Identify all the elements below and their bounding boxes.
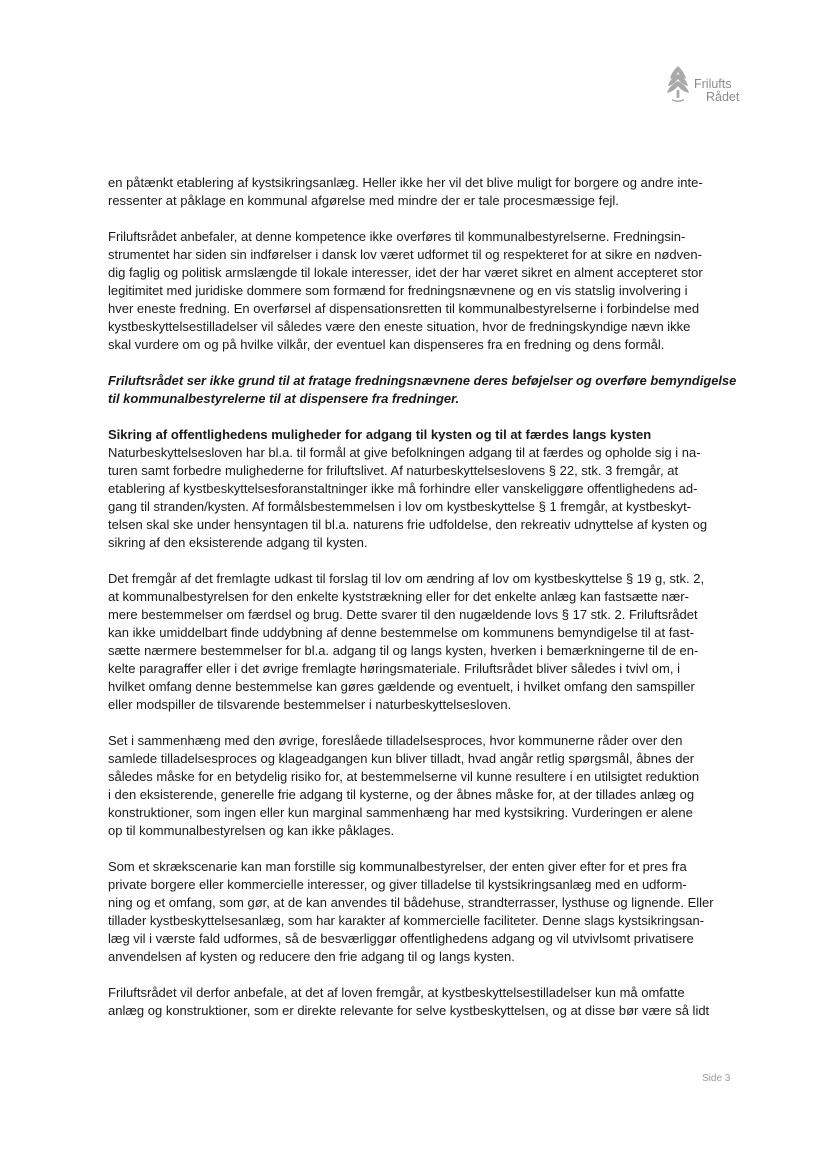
text-line: kelte paragraffer eller i det øvrige fremlagte høringsmateriale. Friluftsrådet bliver således i tvivl om, i — [108, 661, 680, 676]
text-line: sætte nærmere bestemmelser for bl.a. adgang til og langs kysten, hverken i bemærkningerne til de en- — [108, 643, 699, 658]
paragraph-3-emphasis — [108, 372, 736, 408]
text-line: ressenter at påklage en kommunal afgørelse med mindre der er tale procesmæssige fejl. — [108, 193, 619, 208]
text-line: eller modspiller de tilsvarende bestemmelser i naturbeskyttelsesloven. — [108, 697, 512, 712]
paragraph-7 — [108, 858, 736, 966]
text-line: i den eksisterende, generelle frie adgang til kysterne, og der åbnes måske for, at der tillades anlæg og — [108, 787, 695, 802]
text-line: private borgere eller kommercielle interesser, og giver tilladelse til kystsikringsanlæg med en udform- — [108, 877, 687, 892]
text-line: ning og et omfang, som gør, at de kan anvendes til bådehuse, strandterrasser, lysthuse og lignende. Eller — [108, 895, 714, 910]
text-line: således måske for en betydelig risiko for, at bestemmelserne vil kunne resultere i en utilsigtet reduktion — [108, 769, 700, 784]
text-line: til kommunalbestyrelerne til at dispensere fra fredninger. — [108, 391, 460, 406]
text-line: Det fremgår af det fremlagte udkast til forslag til lov om ændring af lov om kystbeskyttelse § 19 g, stk. 2, — [108, 571, 705, 586]
text-line: tillader kystbeskyttelsesanlæg, som har karakter af kommercielle faciliteter. Denne slags kystsikringsan- — [108, 913, 705, 928]
text-line: anvendelsen af kysten og reducere den frie adgang til og langs kysten. — [108, 949, 515, 964]
page-number: Side 3 — [702, 1073, 731, 1084]
friluftsraadet-logo — [664, 64, 764, 108]
leaf-icon — [664, 64, 692, 104]
text-line: op til kommunalbestyrelsen og kan ikke påklages. — [108, 823, 395, 838]
text-line: Friluftsrådet anbefaler, at denne kompetence ikke overføres til kommunalbestyrelserne. Fredningsin- — [108, 229, 686, 244]
body-text — [108, 174, 736, 1020]
paragraph-4 — [108, 426, 736, 552]
text-line: hvilket omfang denne bestemmelse kan gøres gældende og eventuelt, i hvilket omfang den samspiller — [108, 679, 695, 694]
text-line: Naturbeskyttelsesloven har bl.a. til formål at give befolkningen adgang til at færdes og opholde sig i na- — [108, 445, 701, 460]
text-line: strumentet har siden sin indførelser i dansk lov været udformet til og respekteret for at sikre en nødven- — [108, 247, 702, 262]
paragraph-2 — [108, 228, 736, 354]
text-line: etablering af kystbeskyttelsesforanstaltninger ikke må forhindre eller vanskeliggøre offentlighedens ad- — [108, 481, 698, 496]
text-line: Som et skrækscenarie kan man forstille sig kommunalbestyrelser, der enten giver efter for et pres fra — [108, 859, 687, 874]
paragraph-8 — [108, 984, 736, 1020]
text-line: konstruktioner, som ingen eller kun marginal sammenhæng har med kystsikring. Vurderingen er alene — [108, 805, 693, 820]
text-line: læg vil i værste fald udformes, så de besværliggør offentlighedens adgang og vil utvivlsomt privatisere — [108, 931, 694, 946]
text-line: kystbeskyttelsestilladelser vil således være den eneste situation, hvor de fredningskyndige nævn ikke — [108, 319, 691, 334]
text-line: en påtænkt etablering af kystsikringsanlæg. Heller ikke her vil det blive muligt for borgere og andre inte- — [108, 175, 703, 190]
text-line: at kommunalbestyrelsen for den enkelte kyststrækning eller for det enkelte anlæg kan fastsætte nær- — [108, 589, 689, 604]
text-line: Friluftsrådet vil derfor anbefale, at det af loven fremgår, at kystbeskyttelsestilladelser kun må omfatte — [108, 985, 685, 1000]
text-line: Set i sammenhæng med den øvrige, foreslåede tilladelsesproces, hvor kommunerne råder over den — [108, 733, 683, 748]
section-heading: Sikring af offentlighedens muligheder for adgang til kysten og til at færdes langs kysten — [108, 427, 652, 442]
text-line: legitimitet med juridiske dommere som formænd for fredningsnævnene og en vis statslig involvering i — [108, 283, 688, 298]
text-line: hver eneste fredning. En overførsel af dispensationsretten til kommunalbestyrelserne i forbindelse med — [108, 301, 700, 316]
text-line: dig faglig og politisk armslængde til lokale interesser, idet der har været sikret en alment accepteret stor — [108, 265, 703, 280]
text-line: gang til stranden/kysten. Af formålsbestemmelsen i lov om kystbeskyttelse § 1 fremgår, at kystbeskyt- — [108, 499, 692, 514]
text-line: anlæg og konstruktioner, som er direkte relevante for selve kystbeskyttelsen, og at disse bør være så lidt — [108, 1003, 710, 1018]
paragraph-5 — [108, 570, 736, 714]
text-line: turen samt forbedre mulighederne for friluftslivet. Af naturbeskyttelseslovens § 22, stk. 3 fremgår, at — [108, 463, 679, 478]
text-line: mere bestemmelser om færdsel og brug. Dette svarer til den nugældende lovs § 17 stk. 2. Friluftsrådet — [108, 607, 698, 622]
text-line: samlede tilladelsesproces og klageadgangen kun bliver tilladt, hvad angår retlig spørgsmål, åbnes der — [108, 751, 695, 766]
logo-line2: Rådet — [706, 90, 740, 104]
paragraph-6 — [108, 732, 736, 840]
text-line: telsen skal ske under hensyntagen til bl.a. naturens frie udfoldelse, den rekreativ udnyttelse af kysten og — [108, 517, 708, 532]
text-line: sikring af den eksisterende adgang til kysten. — [108, 535, 368, 550]
text-line: Friluftsrådet ser ikke grund til at fratage fredningsnævnene deres beføjelser og overføre bemyndigelse — [108, 373, 737, 388]
logo-line1: Frilufts — [694, 77, 732, 91]
paragraph-1 — [108, 174, 736, 210]
text-line: kan ikke umiddelbart finde uddybning af denne bestemmelse om kommunens bemyndigelse til at fast- — [108, 625, 695, 640]
text-line: skal vurdere om og på hvilke vilkår, der eventuel kan dispenseres fra en fredning og dens formål. — [108, 337, 665, 352]
